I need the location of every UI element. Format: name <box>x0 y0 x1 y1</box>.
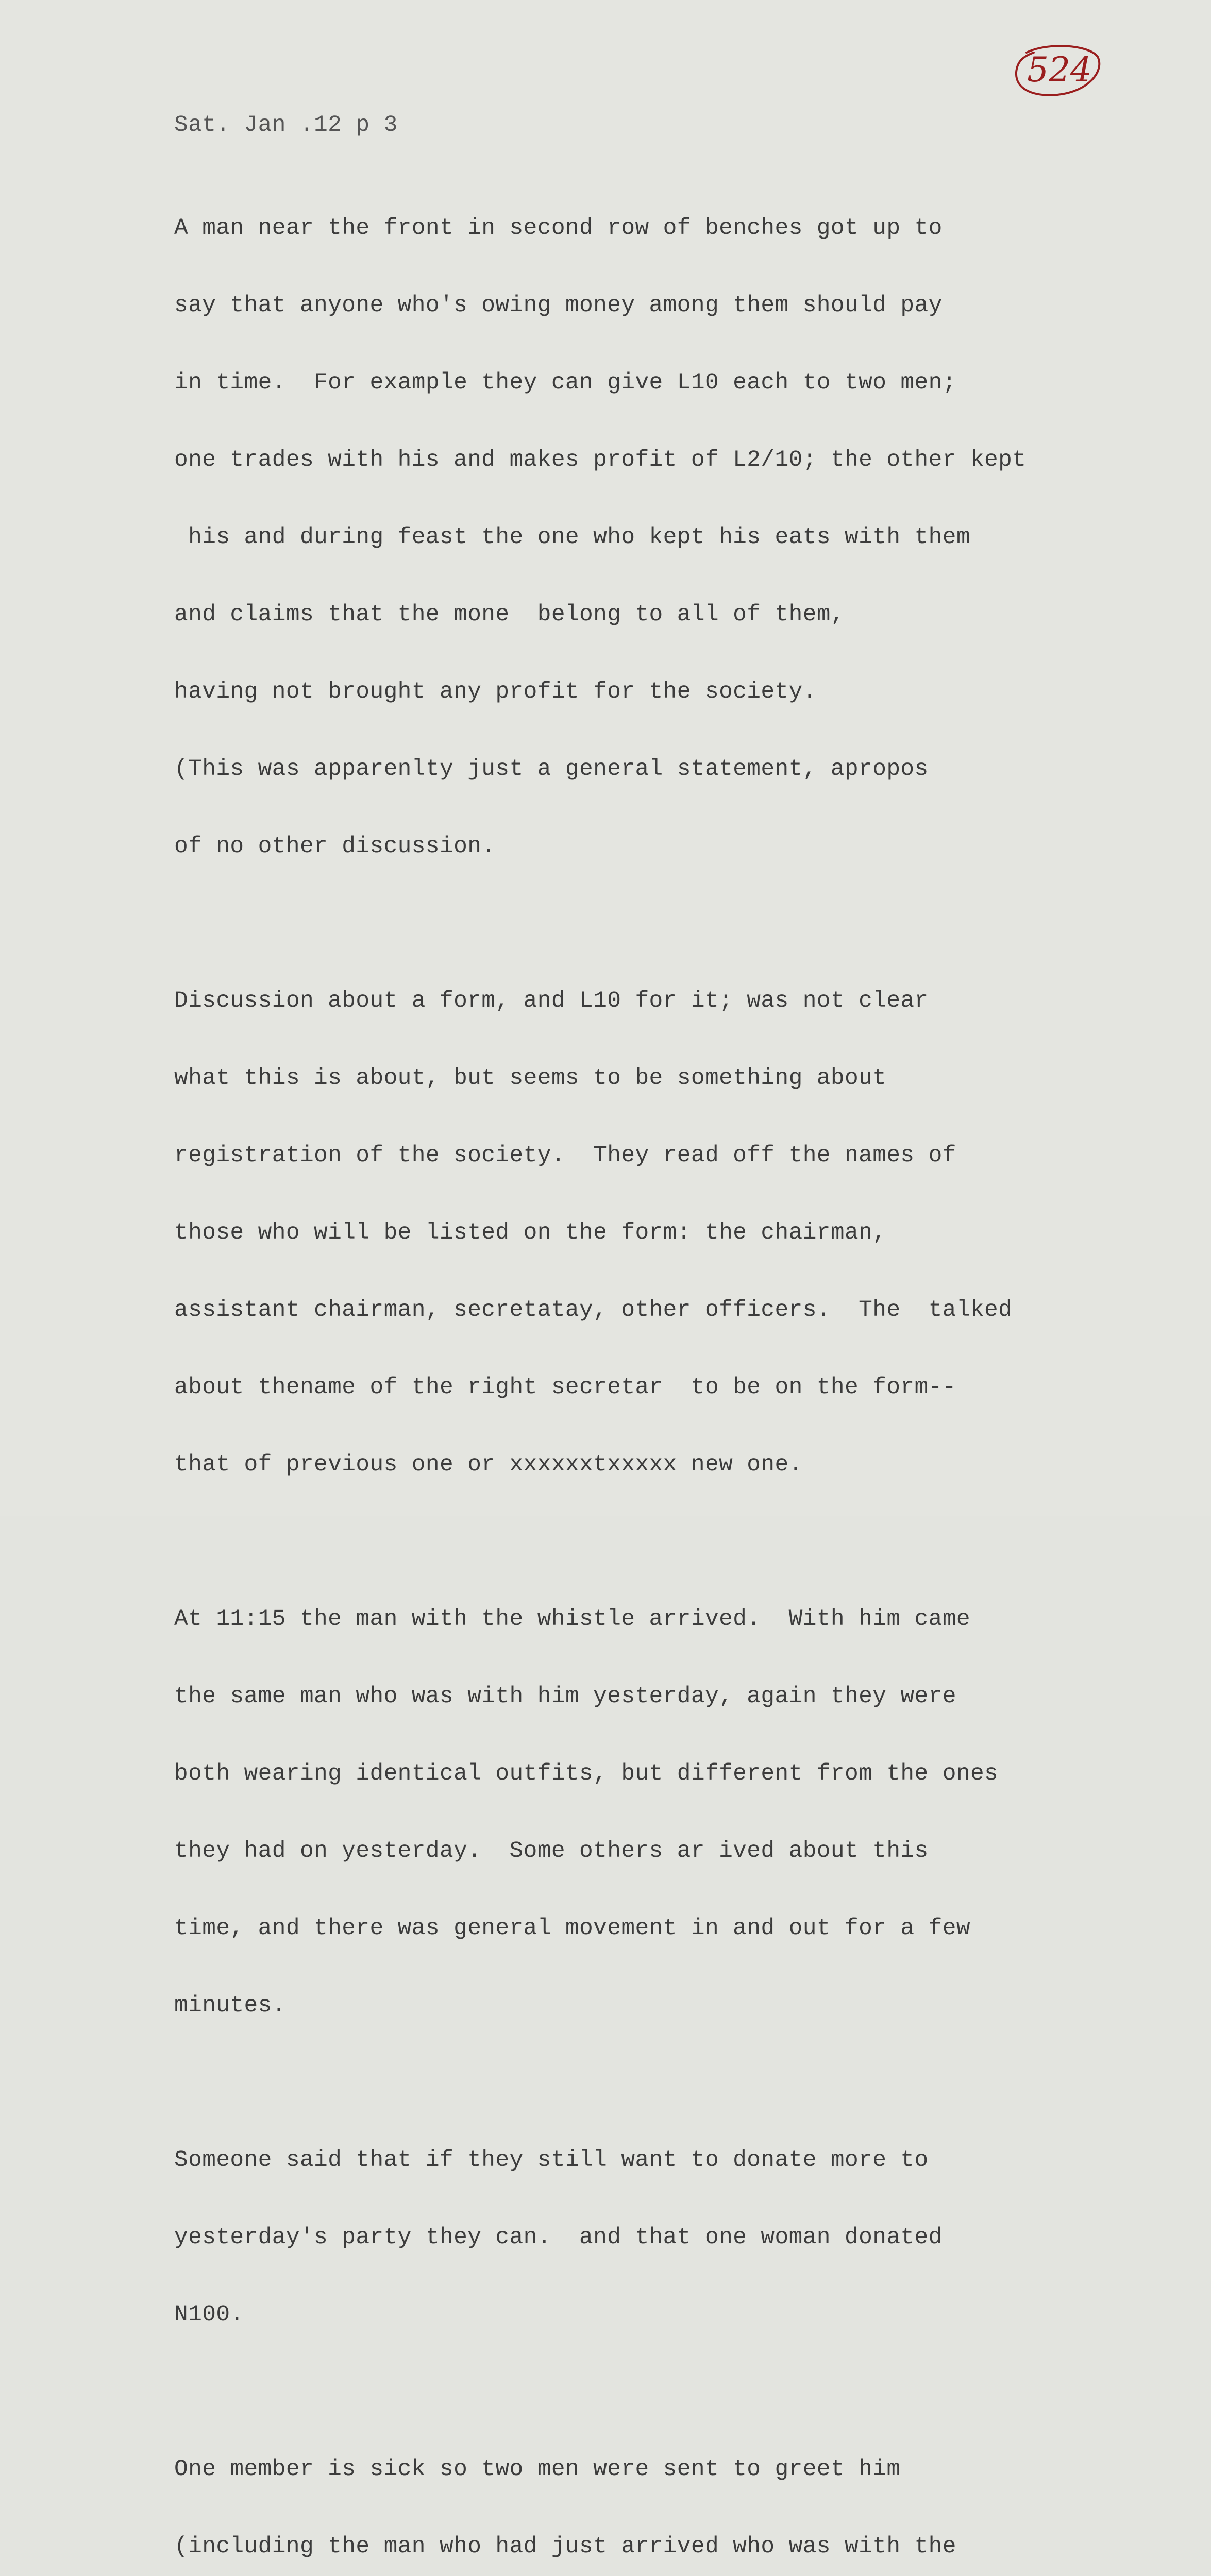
paragraph <box>174 164 1174 911</box>
page-number-annotation <box>1011 41 1103 99</box>
text-line: registration of the society. They read off the names of <box>174 1143 956 1168</box>
paragraph <box>174 2096 1174 2379</box>
text-line: the same man who was with him yesterday, again they were <box>174 1684 956 1709</box>
text-line: of no other discussion. <box>174 834 496 859</box>
text-line: and claims that the mone belong to all of them, <box>174 602 845 628</box>
text-line: assistant chairman, secretatay, other officers. The talked <box>174 1297 1013 1323</box>
date-line: Sat. Jan .12 p 3 <box>174 112 398 138</box>
typescript-body <box>174 112 1174 2576</box>
paragraph <box>174 937 1174 1529</box>
text-line: having not brought any profit for the society. <box>174 679 817 705</box>
text-line: N100. <box>174 2302 244 2328</box>
text-line: One member is sick so two men were sent to greet him <box>174 2456 901 2482</box>
text-line: Discussion about a form, and L10 for it; was not clear <box>174 988 929 1014</box>
page-number-text: 524 <box>1027 50 1092 90</box>
text-line: (This was apparenlty just a general statement, apropos <box>174 756 929 782</box>
text-line: At 11:15 the man with the whistle arrived. With him came <box>174 1606 970 1632</box>
text-line: about thename of the right secretar to be on the form-- <box>174 1375 956 1400</box>
text-line: his and during feast the one who kept his eats with them <box>174 524 970 550</box>
text-line: in time. For example they can give L10 each to two men; <box>174 370 956 396</box>
text-line: Someone said that if they still want to donate more to <box>174 2147 929 2173</box>
text-line: what this is about, but seems to be something about <box>174 1065 887 1091</box>
text-line: say that anyone who's owing money among them should pay <box>174 293 943 318</box>
text-line: A man near the front in second row of benches got up to <box>174 215 943 241</box>
text-line: both wearing identical outfits, but different from the ones <box>174 1761 999 1787</box>
text-line: one trades with his and makes profit of L2/10; the other kept <box>174 447 1027 473</box>
text-line: minutes. <box>174 1993 286 2019</box>
text-line: they had on yesterday. Some others ar ived about this <box>174 1838 929 1864</box>
text-line: yesterday's party they can. and that one woman donated <box>174 2225 943 2250</box>
text-line: time, and there was general movement in and out for a few <box>174 1916 970 1941</box>
text-line: those who will be listed on the form: the chairman, <box>174 1220 887 1246</box>
paragraph <box>174 1555 1174 2070</box>
text-line: (including the man who had just arrived who was with the <box>174 2534 956 2560</box>
paragraph <box>174 2405 1174 2576</box>
text-line: that of previous one or xxxxxxtxxxxx new one. <box>174 1452 803 1478</box>
